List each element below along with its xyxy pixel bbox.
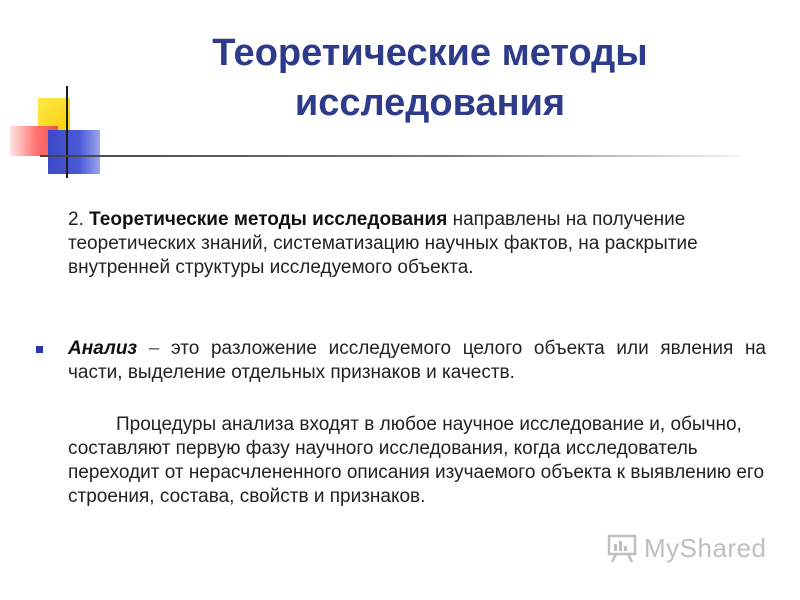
paragraph-bold-heading: Теоретические методы исследования	[89, 209, 448, 230]
bullet-definition: это разложение исследуемого целого объекта или явления на части, выделение отдельных признаков и качеств.	[68, 338, 767, 383]
paragraph-procedures-text: Процедуры анализа входят в любое научное исследование и, обычно, составляют первую фазу научного исследования, когда исследователь переходит от нерасчлененного описания изучаемого объекта к выявлению его строения, состава, свойств и признаков.	[68, 414, 765, 507]
decorative-blue-square	[48, 130, 100, 174]
paragraph-theoretical-methods	[68, 208, 766, 280]
bullet-term: Анализ	[68, 338, 138, 359]
watermark-logo	[606, 532, 767, 564]
watermark-text: MyShared	[644, 532, 767, 563]
paragraph-number: 2.	[68, 209, 84, 230]
title-line-2: исследования	[294, 82, 566, 124]
paragraph-body-text: направлены на получение теоретических знаний, систематизацию научных фактов, на раскрытие внутренней структуры исследуемого объекта.	[68, 209, 698, 278]
presentation-board-icon	[606, 532, 638, 564]
title-divider-line	[40, 155, 740, 157]
bullet-marker	[36, 346, 43, 353]
title-line-1: Теоретические методы	[212, 32, 648, 74]
decorative-vertical-line	[66, 86, 68, 178]
slide-title	[120, 28, 740, 128]
paragraph-analysis-procedures	[68, 413, 766, 509]
bullet-dash: –	[148, 338, 160, 359]
bullet-analysis	[68, 337, 766, 385]
